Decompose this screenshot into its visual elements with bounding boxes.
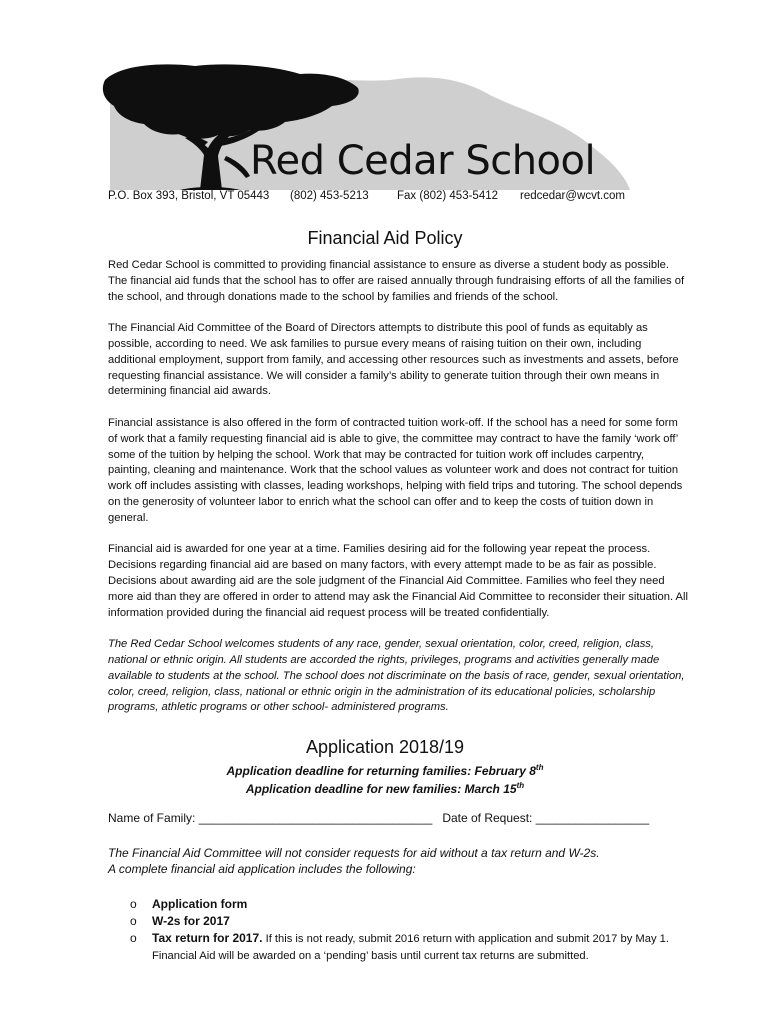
policy-body (108, 258, 688, 732)
policy-paragraph: Red Cedar School is committed to providing financial assistance to ensure as diverse a student body as possible. The financial aid funds that the school has to offer are raised annually through fundraising efforts of all the families of the school, and through donations made to the school by families and friends of the school. (108, 259, 685, 303)
family-name-field[interactable]: ___________________________________ (198, 811, 433, 825)
application-title: Application 2018/19 (305, 737, 465, 757)
bullet-icon: o (130, 914, 137, 928)
nondiscrimination-statement: The Red Cedar School welcomes students of any race, gender, sexual orientation, color, creed, religion, class, national or ethnic origin. All students are accorded the rights, privileges, programs and activities generally made available to students at the school. The school does not discriminate on the basis of race, gender, sexual orientation, color, creed, religion, class, national or ethnic origin in the administration of its educational policies, scholarship programs, athletic programs or other school- administered programs. (108, 638, 685, 714)
family-name-label: Name of Family: (108, 811, 196, 825)
email: redcedar@wcvt.com (520, 190, 625, 202)
deadline-new: Application deadline for new families: March 15th (245, 781, 525, 796)
application-notice (108, 845, 600, 877)
address: P.O. Box 393, Bristol, VT 05443 (108, 190, 270, 202)
policy-paragraph: The Financial Aid Committee of the Board of Directors attempts to distribute this pool of funds as equitably as possible, according to need. We ask families to pursue every means of raising tuition on their own, including additional employment, support from family, and accessing other resources such as investments and assets, before requesting financial assistance. We will consider a family’s ability to generate tuition through their own means in determining financial aid awards. (108, 322, 679, 398)
policy-title: Financial Aid Policy (307, 228, 463, 248)
list-item: o W-2s for 2017 (130, 914, 230, 928)
date-field[interactable]: _________________ (535, 811, 650, 825)
fax: Fax (802) 453-5412 (397, 190, 499, 202)
family-name-line (108, 811, 649, 825)
policy-paragraph: Financial assistance is also offered in the form of contracted tuition work-off. If the school has a need for some form of work that a family requesting financial aid is able to give, the committee may contract to have the family ‘work off’ some of the tuition by helping the school. Work that may be contracted for tuition work off includes carpentry, painting, cleaning and maintenance. Work that the school values as volunteer work and does not contract for tuition work off includes assisting with classes, leading workshops, helping with field trips and tutoring. The school depends on the generosity of volunteer labor to enrich what the school can offer and to keep the costs of tuition down in general. (108, 416, 683, 524)
phone: (802) 453-5213 (290, 190, 369, 202)
notice-line: The Financial Aid Committee will not consider requests for aid without a tax return and W-2s. (108, 846, 600, 860)
list-item: o Application form (130, 897, 248, 911)
policy-paragraph: Financial aid is awarded for one year at a time. Families desiring aid for the following year repeat the process. Decisions regarding financial aid are based on many factors, with every attempt made to be as fair as possible. Decisions about awarding aid are the sole judgment of the Financial Aid Committee. Families who feel they need more aid than they are offered in order to attend may ask the Financial Aid Committee to reconsider their situation. All information provided during the financial aid request process will be treated confidentially. (108, 543, 688, 619)
date-label: Date of Request: (442, 811, 533, 825)
bullet-icon: o (130, 897, 137, 911)
school-name: Red Cedar School (250, 138, 596, 184)
notice-line: A complete financial aid application includes the following: (108, 862, 416, 876)
bullet-icon: o (130, 931, 137, 945)
contact-info (108, 190, 668, 202)
requirements-list (130, 896, 670, 964)
deadline-returning: Application deadline for returning families: February 8th (226, 763, 544, 778)
letterhead (100, 60, 635, 195)
list-item: o Tax return for 2017. If this is not ready, submit 2016 return with application and submit 2017 by May 1. Financial Aid will be awarded on a ‘pending’ basis until current tax returns are submitted. (130, 931, 669, 962)
